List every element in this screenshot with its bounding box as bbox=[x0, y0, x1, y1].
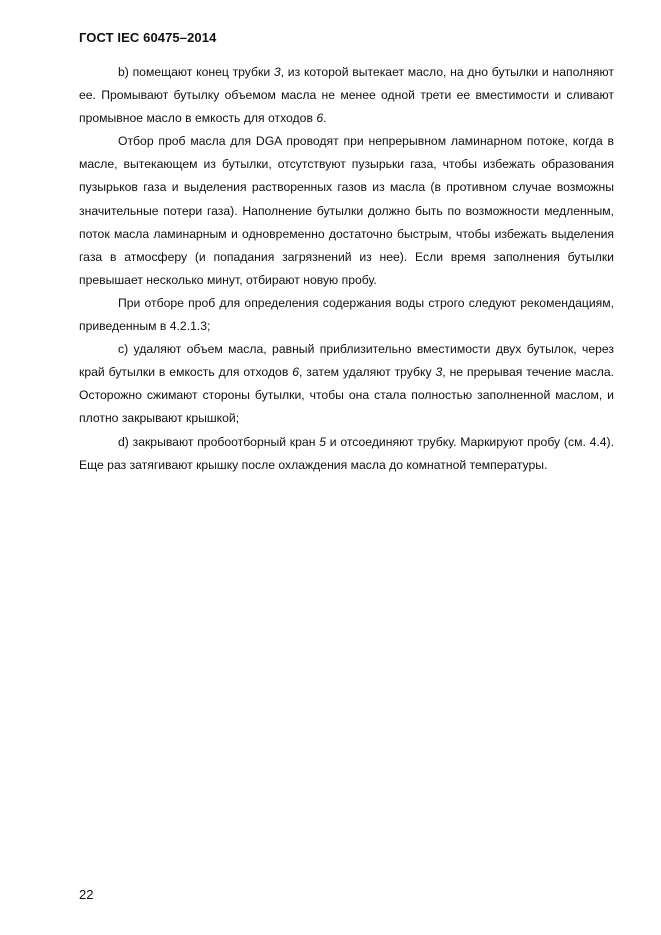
reference-number: 6 bbox=[292, 365, 299, 380]
text-run: d) закрывают пробоотборный кран bbox=[118, 434, 320, 449]
reference-number: 5 bbox=[319, 434, 326, 449]
reference-number: 3 bbox=[273, 65, 281, 79]
document-body bbox=[79, 61, 614, 477]
document-header: ГОСТ IEC 60475–2014 bbox=[79, 30, 217, 45]
text-run: , не прерывая течение масла. Осторожно сжимают стороны бутылки, чтобы она стала полностью заполненной маслом, и плотно закрывают крышкой; bbox=[79, 365, 615, 426]
text-run: b) помещают конец трубки bbox=[118, 65, 274, 79]
text-run: и отсоединяют трубку. Маркируют пробу (см. 4.4). Еще раз затягивают крышку после охлаждения масла до комнатной температуры. bbox=[79, 434, 614, 472]
reference-number: 3 bbox=[435, 365, 443, 380]
paragraph-step-b bbox=[79, 61, 614, 130]
page-number: 22 bbox=[79, 887, 94, 902]
text-run: c) удаляют объем масла, равный приблизительно вместимости двух бутылок, через край бутылки в емкость для отходов bbox=[79, 342, 614, 380]
paragraph-step-c bbox=[79, 338, 614, 430]
paragraph-dga-sampling: Отбор проб масла для DGA проводят при непрерывном ламинарном потоке, когда в масле, вытекающем из бутылки, отсутствуют пузырьки газа, чтобы избежать образования пузырьков газа и выделения растворенных газов из масла (в противном случае возможны значительные потери газа). Наполнение бутылки должно быть по возможности медленным, поток масла ламинарным и одновременно достаточно быстрым, чтобы избежать выделения газа в атмосферу (и попадания загрязнений из нее). Если время заполнения бутылки превышает несколько минут, отбирают новую пробу. bbox=[79, 134, 614, 287]
text-run: . bbox=[323, 111, 327, 126]
reference-number: 6 bbox=[316, 111, 324, 126]
paragraph-water-content: При отборе проб для определения содержания воды строго следуют рекомендациям, приведенным в 4.2.1.3; bbox=[79, 295, 614, 334]
paragraph-step-d bbox=[79, 431, 614, 477]
text-run: , из которой вытекает масло, на дно бутылки и наполняют ее. Промывают бутылку объемом масла не менее одной трети ее вместимости и сливают промывное масло в емкость для отходов bbox=[79, 65, 614, 126]
text-run: , затем удаляют трубку bbox=[299, 365, 436, 380]
